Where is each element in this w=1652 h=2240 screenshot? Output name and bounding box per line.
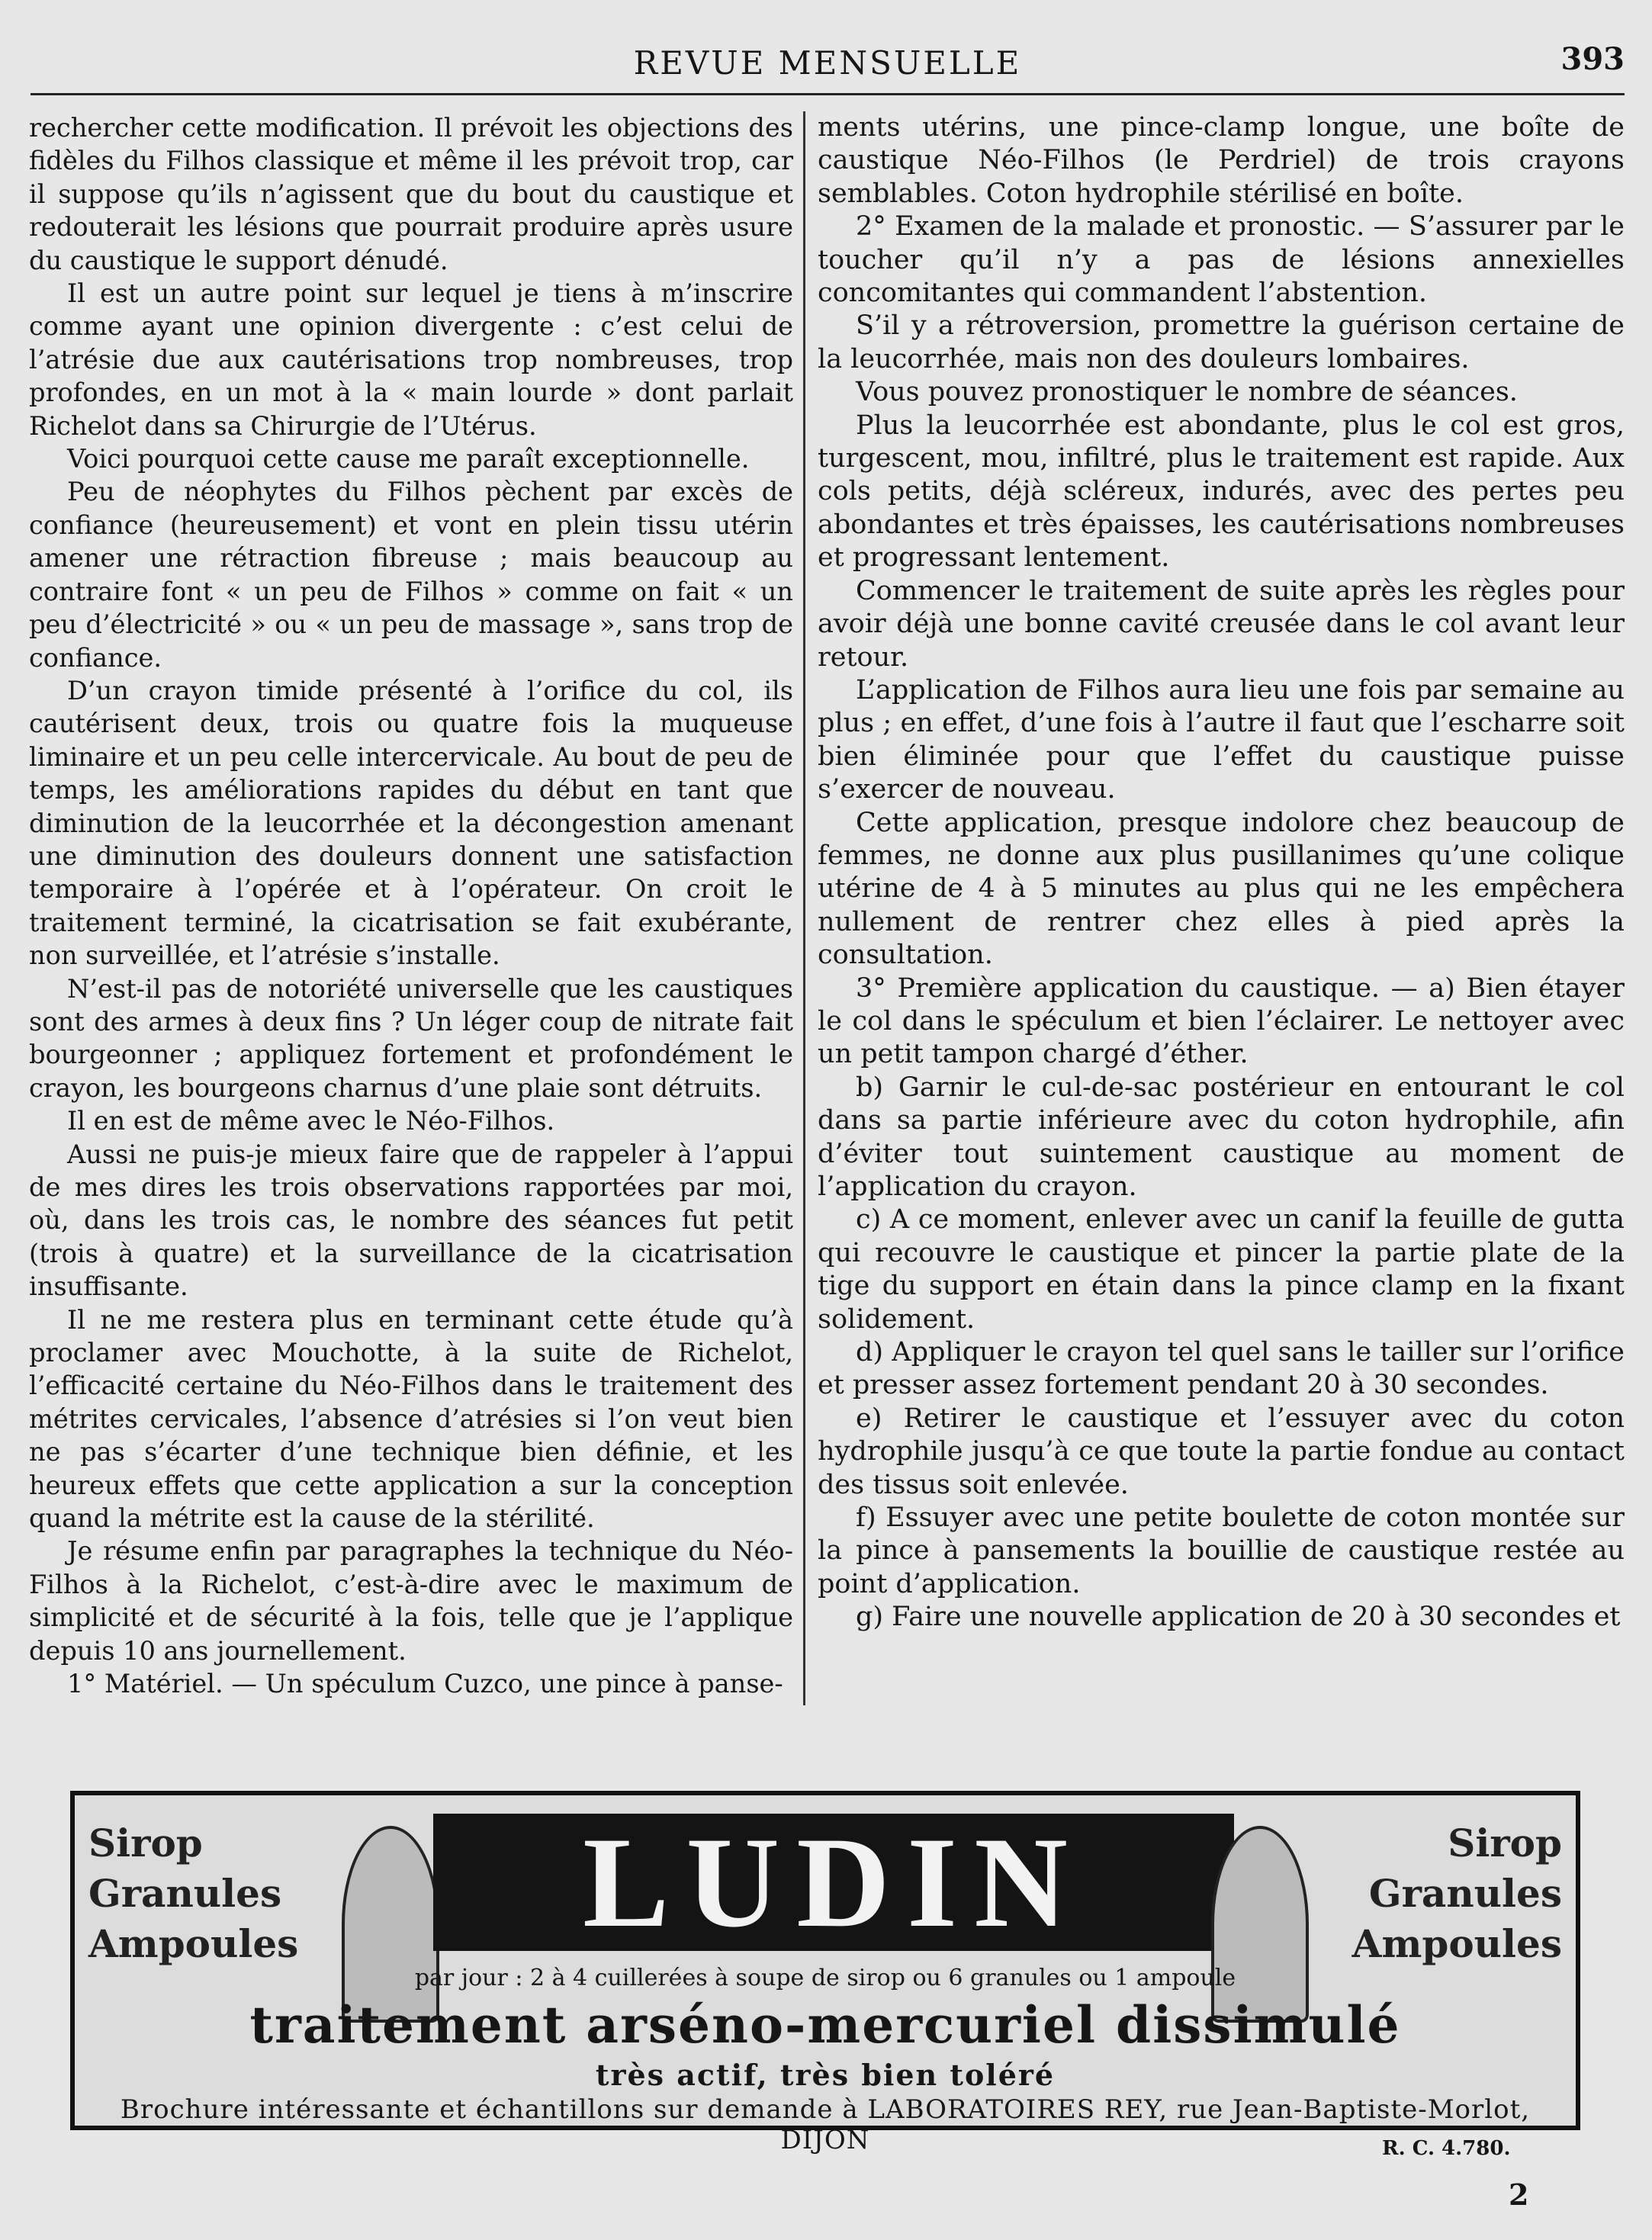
- paragraph: c) A ce moment, enlever avec un canif la feuille de gutta qui recouvre le caustique et pincer la partie plate de la tige du support en étain dans la pince clamp en la fixant solidement.: [818, 1204, 1625, 1335]
- ad-product-forms-left: [88, 1818, 298, 1969]
- paragraph: g) Faire une nouvelle application de 20 à 30 secondes et: [856, 1602, 1621, 1633]
- paragraph: N’est-il pas de notoriété universelle que les caustiques sont des armes à deux fins ? Un léger coup de nitrate fait bourgeonner ; appliquez fortement et profondément le crayon, les bourgeons charnus d’une plaie sont détruits.: [29, 973, 793, 1103]
- left-column: [29, 111, 793, 1701]
- paragraph: Aussi ne puis-je mieux faire que de rappeler à l’appui de mes dires les trois observations rapportées par moi, où, dans les trois cas, le nombre des séances fut petit (trois à quatre) et la surveillance de la cicatrisation insuffisante.: [29, 1139, 793, 1302]
- paragraph: 1° Matériel. — Un spéculum Cuzco, une pince à panse-: [67, 1669, 783, 1699]
- paragraph: e) Retirer le caustique et l’essuyer avec du coton hydrophile jusqu’à ce que toute la partie fondue au contact des tissus soit enlevée.: [818, 1403, 1625, 1500]
- running-head: REVUE MENSUELLE: [633, 44, 1022, 82]
- paragraph: d) Appliquer le crayon tel quel sans le tailler sur l’orifice et presser assez fortement pendant 20 à 30 secondes.: [818, 1337, 1625, 1401]
- rc-code: R. C. 4.780.: [1382, 2137, 1511, 2160]
- paragraph: Il est un autre point sur lequel je tiens à m’inscrire comme ayant une opinion divergente : c’est celui de l’atrésie due aux cautérisations trop nombreuses, trop profondes, en un mot à la « main lourde » dont parlait Richelot dans sa Chirurgie de l’Utérus.: [29, 278, 793, 441]
- paragraph: Peu de néophytes du Filhos pèchent par excès de confiance (heureusement) et vont en plein tissu utérin amener une rétraction fibreuse ; mais beaucoup au contraire font « un peu de Filhos » comme on fait « un peu d’électricité » ou « un peu de massage », sans trop de confiance.: [29, 477, 793, 673]
- paragraph: L’application de Filhos aura lieu une fois par semaine au plus ; en effet, d’une fois à l’autre il faut que l’escharre soit bien éliminée pour que l’effet du caustique puisse s’exercer de nouveau.: [818, 674, 1625, 805]
- paragraph: Il ne me restera plus en terminant cette étude qu’à proclamer avec Mouchotte, à la suite de Richelot, l’efficacité certaine du Néo-Filhos dans le traitement des métrites cervicales, l’absence d’atrésies si l’on veut bien ne pas s’écarter d’une technique bien définie, et les heureux effets que cette application a sur la conception quand la métrite est la cause de la stérilité.: [29, 1304, 793, 1534]
- ad-form-label: Sirop: [1448, 1821, 1562, 1866]
- paragraph: b) Garnir le cul-de-sac postérieur en entourant le col dans sa partie inférieure avec du coton hydrophile, afin d’éviter tout suintement caustique au moment de l’application du crayon.: [818, 1072, 1625, 1202]
- right-column: [818, 111, 1625, 1634]
- page-number: 393: [1560, 41, 1625, 77]
- paragraph: Je résume enfin par paragraphes la technique du Néo-Filhos à la Richelot, c’est-à-dire avec le maximum de simplicité et de sécurité à la fois, telle que je l’applique depuis 10 ans journellement.: [29, 1536, 793, 1666]
- paragraph: S’il y a rétroversion, promettre la guérison certaine de la leucorrhée, mais non des douleurs lombaires.: [818, 310, 1625, 374]
- header-rule: [31, 93, 1625, 95]
- ad-footer: Brochure intéressante et échantillons sur demande à LABORATOIRES REY, rue Jean-Baptiste-Morlot, DIJON: [120, 2094, 1531, 2155]
- column-divider: [803, 111, 805, 1705]
- mercury-mascot-icon: [342, 1826, 439, 2023]
- ad-dosage: par jour : 2 à 4 cuillerées à soupe de sirop ou 6 granules ou 1 ampoule: [414, 1965, 1236, 1991]
- ad-product-forms-right: [1352, 1818, 1562, 1969]
- ad-form-label: Ampoules: [88, 1921, 299, 1966]
- ad-form-label: Granules: [1368, 1871, 1562, 1916]
- paragraph: ments utérins, une pince-clamp longue, une boîte de caustique Néo-Filhos (le Perdriel) de trois crayons semblables. Coton hydrophile stérilisé en boîte.: [818, 112, 1625, 209]
- paragraph: D’un crayon timide présenté à l’orifice du col, ils cautérisent deux, trois ou quatre fois la muqueuse liminaire et un peu celle intercervicale. Au bout de peu de temps, les améliorations rapides du début en tant que diminution de la leucorrhée et la décongestion amenant une diminution des douleurs donnent une satisfaction temporaire à l’opérée et à l’opérateur. On croit le traitement terminé, la cicatrisation se fait exubérante, non surveillée, et l’atrésie s’installe.: [29, 675, 793, 971]
- paragraph: Plus la leucorrhée est abondante, plus le col est gros, turgescent, mou, infiltré, plus le traitement est rapide. Aux cols petits, déjà scléreux, indurés, avec des pertes peu abondantes et très épaisses, les cautérisations nombreuses et progressant lentement.: [818, 410, 1625, 574]
- ad-tagline: très actif, très bien toléré: [595, 2058, 1056, 2092]
- paragraph: Commencer le traitement de suite après les règles pour avoir déjà une bonne cavité creusée dans le col avant leur retour.: [818, 575, 1625, 673]
- ad-form-label: Ampoules: [1351, 1921, 1562, 1966]
- mercury-mascot-icon: [1211, 1826, 1309, 2023]
- ad-form-label: Granules: [88, 1871, 282, 1916]
- paragraph: Cette application, presque indolore chez beaucoup de femmes, ne donne aux plus pusillanimes qu’une colique utérine de 4 à 5 minutes au plus qui ne les empêchera nullement de rentrer chez elles à pied après la consultation.: [818, 807, 1625, 971]
- paragraph: Il en est de même avec le Néo-Filhos.: [67, 1106, 555, 1136]
- paragraph: Voici pourquoi cette cause me paraît exceptionnelle.: [67, 444, 750, 474]
- ad-brand-logo: LUDIN: [433, 1814, 1234, 1951]
- signature-number: 2: [1509, 2177, 1529, 2212]
- paragraph: 3° Première application du caustique. — a) Bien étayer le col dans le spéculum et bien l’éclairer. Le nettoyer avec un petit tampon chargé d’éther.: [818, 972, 1625, 1070]
- paragraph: f) Essuyer avec une petite boulette de coton montée sur la pince à pansements la bouillie de caustique restée au point d’application.: [818, 1502, 1625, 1599]
- ad-headline: traitement arséno-mercuriel dissimulé: [249, 1995, 1401, 2055]
- page-header: [31, 41, 1625, 90]
- paragraph: 2° Examen de la malade et pronostic. — S’assurer par le toucher qu’il n’y a pas de lésions annexielles concomitantes qui commandent l’abstention.: [818, 211, 1625, 309]
- paragraph: rechercher cette modification. Il prévoit les objections des fidèles du Filhos classique et même il les prévoit trop, car il suppose qu’ils n’agissent que du bout du caustique et redouterait les lésions que pourrait produire après usure du caustique le support dénudé.: [29, 113, 793, 275]
- ad-form-label: Sirop: [88, 1821, 203, 1866]
- paragraph: Vous pouvez pronostiquer le nombre de séances.: [856, 377, 1518, 408]
